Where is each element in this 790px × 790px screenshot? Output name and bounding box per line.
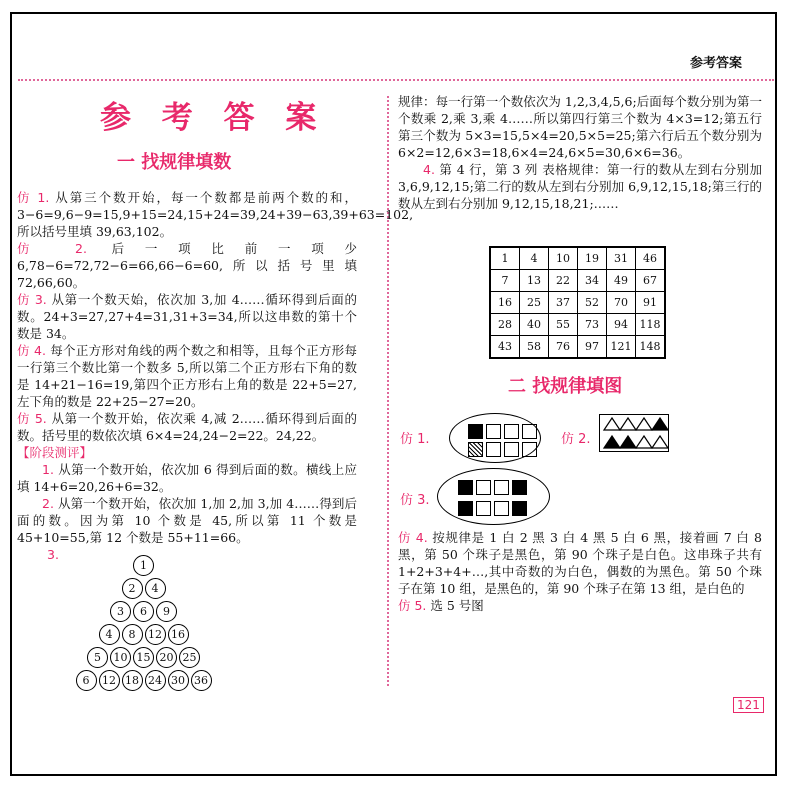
white-square [476,501,491,516]
grid-cell: 1 [490,247,520,270]
white-square [486,424,501,439]
triangle-circle: 15 [133,647,154,668]
grid-row [490,270,665,292]
item-label: 仿 2. [17,241,87,256]
grid-row [490,314,665,336]
triangle-circle: 24 [145,670,166,691]
triangle-circle: 4 [145,578,166,599]
figure-answers [398,529,762,614]
item-text: 从第一个数开始，依次加 6 得到后面的数。横线上应填 14+6=20,26+6=32。 [17,462,357,494]
white-square [522,424,537,439]
black-square [512,501,527,516]
triangle-circle: 36 [191,670,212,691]
triangle-circle: 1 [133,555,154,576]
grid-cell: 43 [490,336,520,359]
white-square [494,501,509,516]
grid-cell: 28 [490,314,520,336]
grid-cell: 19 [578,247,607,270]
item-label: 仿 5. [398,598,427,613]
triangle-circle: 12 [99,670,120,691]
triangle-circle: 4 [99,624,120,645]
grid-cell: 121 [607,336,636,359]
grid-cell: 40 [520,314,549,336]
grid-cell: 25 [520,292,549,314]
page-number: 121 [733,697,764,713]
rule-text: 规律：每一行第一个数依次为 1,2,3,4,5,6;后面每个数分别为第一个数乘 2,乘 3,乘 4……所以第四行第三个数为 4×3=12;第五行第三个数为 5×3=15,5×4=20,5×5=25;第六行后五个数分别为 6×2=12,6×3=18,6×4=24,6×5=30,6×6=36。 [398,94,762,160]
figure-label-3: 仿 3. [400,493,430,508]
item-label: 1. [42,462,54,477]
grid-row [490,247,665,270]
triangle-circle: 12 [145,624,166,645]
item-text: 后一项比前一项少 6,78−6=72,72−6=66,66−6=60,所以括号里填 72,66,60。 [17,241,357,290]
column-divider [387,96,389,686]
black-square [468,424,483,439]
number-grid [489,246,666,359]
item-label: 仿 4. [17,343,46,358]
grid-cell: 34 [578,270,607,292]
item-label: 2. [42,496,54,511]
item-label: 3. [47,547,59,562]
grid-cell: 97 [578,336,607,359]
test-item-2 [17,495,357,546]
figure-2-box [599,414,669,452]
item-fang3 [17,291,357,342]
grid-cell: 118 [636,314,666,336]
figure-label-1: 仿 1. [400,432,430,447]
grid-cell: 31 [607,247,636,270]
grid-cell: 37 [549,292,578,314]
item-text: 第 4 行，第 3 列 表格规律：第一行的数从左到右分别加 3,6,9,12,15;第二行的数从左到右分别加 6,9,12,15,18;第三行的数从左到右分别加 9,12,15,18,21;…… [398,162,762,211]
figure-label-2: 仿 2. [561,432,591,447]
grid-row [490,292,665,314]
test-item-3 [17,546,357,563]
grid-cell: 16 [490,292,520,314]
triangle-circle: 10 [110,647,131,668]
grid-cell: 91 [636,292,666,314]
test-heading: 【阶段测评】 [17,445,93,460]
triangle-circle: 16 [168,624,189,645]
grid-cell: 67 [636,270,666,292]
item-fang4 [17,342,357,410]
white-square [522,442,537,457]
right-column-text [398,93,762,212]
triangle-circle: 8 [122,624,143,645]
triangle-circle: 25 [179,647,200,668]
grid-cell: 46 [636,247,666,270]
left-column-text [17,189,414,563]
grid-cell: 73 [578,314,607,336]
triangle-circle: 3 [110,601,131,622]
section2-title: 二 找规律填图 [508,376,623,397]
triangle-circle: 5 [87,647,108,668]
grid-cell: 13 [520,270,549,292]
item-label: 仿 4. [398,530,428,545]
grid-cell: 55 [549,314,578,336]
grid-cell: 7 [490,270,520,292]
test-item-1 [17,461,357,495]
white-square [504,424,519,439]
grid-cell: 58 [520,336,549,359]
figure-1-oval [449,413,541,463]
item-text: 每个正方形对角线的两个数之和相等，且每个正方形每一行第三个数比第一个数多 5,所以第二个正方形右下角的数是 14+21−16=19,第四个正方形右上角的数是 22+5=27,左下角的数是 22+25−27=20。 [17,343,357,409]
item-fang4-figure [398,529,762,597]
grid-cell: 148 [636,336,666,359]
triangle-circle: 6 [133,601,154,622]
white-square [494,480,509,495]
section1-title: 一 找规律填数 [117,152,232,173]
item-label: 仿 5. [17,411,47,426]
grid-cell: 52 [578,292,607,314]
triangle-circle: 2 [122,578,143,599]
grid-row [490,336,665,359]
page-title: 参 考 答 案 [100,100,327,136]
item-text: 从第三个数开始，每一个数都是前两个数的和，3−6=9,6−9=15,9+15=24,15+24=39,24+39−63,39+63=102,所以括号里填 39,63,102。 [17,190,414,239]
item-text: 选 5 号图 [430,598,484,613]
grid-cell: 76 [549,336,578,359]
grid-cell: 4 [520,247,549,270]
grid-cell: 94 [607,314,636,336]
black-square [458,480,473,495]
grid-cell: 22 [549,270,578,292]
grid-cell: 49 [607,270,636,292]
triangles-figure [600,415,668,451]
item-fang5 [17,410,357,444]
hatched-square [468,442,483,457]
triangle-circle: 18 [122,670,143,691]
white-square [486,442,501,457]
triangle-circle: 6 [76,670,97,691]
item-text: 从第一个数开始，依次乘 4,减 2……循环得到后面的数。括号里的数依次填 6×4=24,24−2=22。24,22。 [17,411,358,443]
triangle-circle: 30 [168,670,189,691]
header-divider [18,79,774,81]
white-square [504,442,519,457]
item-label: 仿 3. [17,292,47,307]
grid-cell: 70 [607,292,636,314]
triangle-circle: 20 [156,647,177,668]
black-square [458,501,473,516]
triangle-circle: 9 [156,601,177,622]
item-fang1 [17,189,414,240]
item-fang2 [17,240,357,291]
item-fang5-figure [398,597,762,614]
item-label: 仿 1. [17,190,50,205]
grid-cell: 10 [549,247,578,270]
running-header: 参考答案 [690,56,743,71]
figure-3-oval [437,468,550,525]
white-square [476,480,491,495]
item-text: 从第一个数开始，依次加 1,加 2,加 3,加 4……得到后面的数。因为第 10 个数是 45,所以第 11 个数是 45+10=55,第 12 个数是 55+11=66。 [17,496,357,545]
item-4 [398,161,762,212]
item-text: 从第一个数天始，依次加 3,加 4……循环得到后面的数。24+3=27,27+4=31,31+3=34,所以这串数的第十个数是 34。 [17,292,358,341]
black-square [512,480,527,495]
item-label: 4. [423,162,435,177]
item-text: 按规律是 1 白 2 黑 3 白 4 黑 5 白 6 黑，接着画 7 白 8 黑，第 50 个珠子是黑色，第 90 个珠子是白色。这串珠子共有 1+2+3+4+…,其中奇数的为白色，偶数的为黑色。第 50 个珠子在第 10 组，是黑色的，第 90 个珠子在第 13 组，是白色的 [398,530,762,596]
